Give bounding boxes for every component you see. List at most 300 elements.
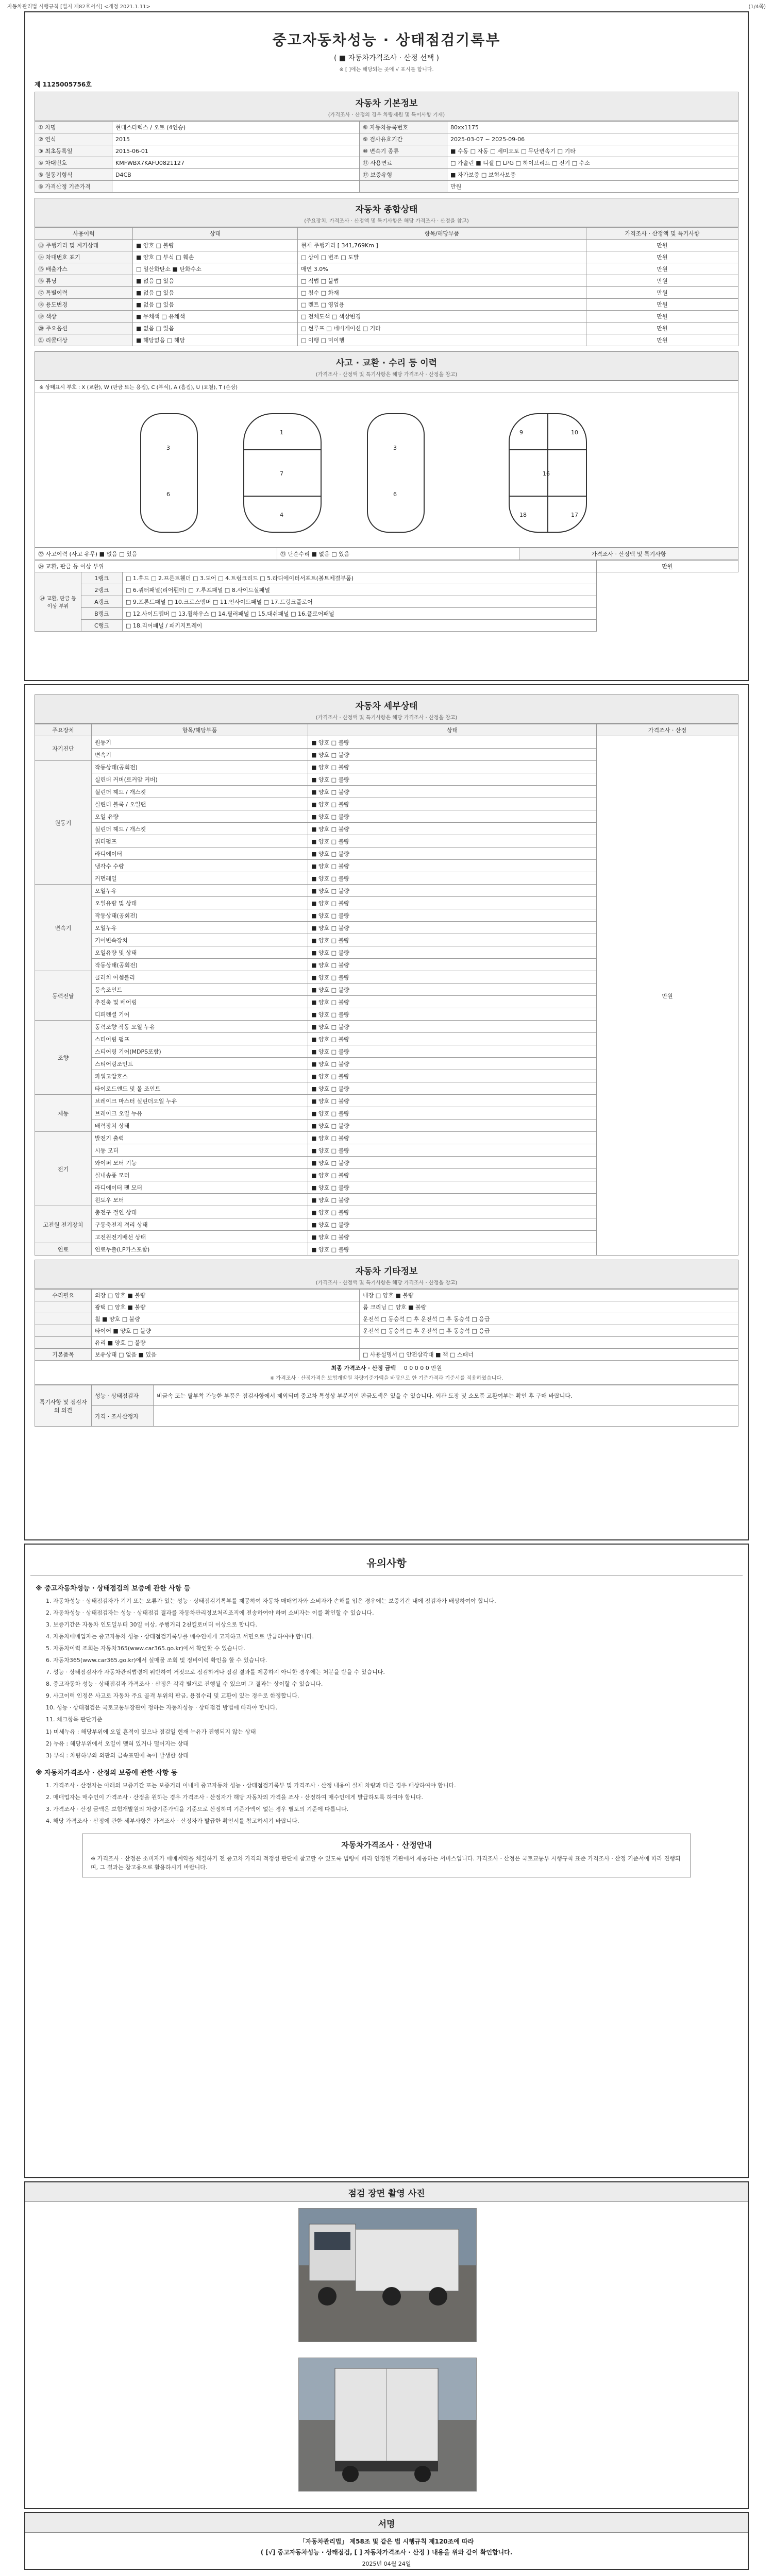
overall-item: ⑱ 용도변경 [35, 299, 133, 311]
detail-state: ■ 양호 □ 불량 [308, 909, 597, 922]
basic-info-value: KMFWBX7KAFU0821127 [112, 157, 360, 169]
detail-item: 라디에이터 팬 모터 [92, 1181, 308, 1194]
guidance-list-2 [30, 1781, 743, 1825]
basic-info-row [35, 145, 738, 157]
damage-parts-table [35, 560, 738, 632]
detail-state: ■ 양호 □ 불량 [308, 835, 597, 848]
svg-text:3: 3 [393, 445, 397, 451]
detail-item: 디퍼렌셜 기어 [92, 1008, 308, 1021]
guidance-item: 10. 성능 · 상태점검은 국토교통부장관이 정하는 자동차성능 · 상태점검 방법에 따라야 합니다. [46, 1704, 277, 1711]
basic-info-key: ④ 차대번호 [35, 157, 112, 169]
basic-info-value: ■ 자가보증 □ 보험사보증 [447, 169, 738, 181]
detail-item: 실린더 헤드 / 개스킷 [92, 786, 308, 798]
detail-state: ■ 양호 □ 불량 [308, 1218, 597, 1231]
guidance-item: 3. 보증기간은 자동차 인도일부터 30일 이상, 주행거리 2천킬로미터 이상으로 합니다. [46, 1621, 257, 1629]
overall-col-price: 가격조사 · 산정액 및 특기사항 [586, 228, 738, 240]
other-info-a: 보유상태 □ 없음 ■ 있음 [92, 1349, 360, 1361]
photo-section-header [25, 2182, 748, 2202]
overall-detail: □ 적법 □ 불법 [298, 275, 586, 287]
detail-state: ■ 양호 □ 불량 [308, 1206, 597, 1218]
svg-text:6: 6 [166, 491, 170, 498]
final-price-label: 최종 가격조사 · 산정 금액 [331, 1365, 396, 1371]
other-info-key [35, 1325, 92, 1337]
damage-rank-label: C랭크 [81, 620, 123, 632]
remarks-inspector-label: 성능 · 상태점검자 [92, 1385, 154, 1406]
overall-state: ■ 없음 □ 있음 [133, 299, 298, 311]
overall-status-row [35, 251, 738, 263]
detail-item: 작동상태(공회전) [92, 959, 308, 971]
guidance-item: 1) 미세누유 : 해당부위에 오일 흔적이 있으나 점검일 현재 누유가 진행되지 않는 상태 [46, 1728, 256, 1735]
detail-item: 고전원전기배선 상태 [92, 1231, 308, 1243]
overall-item: ⑬ 주행거리 및 계기상태 [35, 240, 133, 251]
detail-item: 등속조인트 [92, 984, 308, 996]
document-number: 제 1125005756호 [35, 81, 92, 88]
detail-device-group: 자기진단 [35, 736, 92, 761]
detail-item: 실린더 블록 / 오일팬 [92, 798, 308, 810]
other-info-a: 유리 ■ 양호 □ 불량 [92, 1337, 360, 1349]
overall-detail: 매연 3.0% [298, 263, 586, 275]
svg-text:10: 10 [571, 429, 578, 436]
overall-item: ㉑ 리콜대상 [35, 334, 133, 346]
other-info-key [35, 1337, 92, 1349]
detail-state: ■ 양호 □ 불량 [308, 1095, 597, 1107]
detail-state: ■ 양호 □ 불량 [308, 934, 597, 946]
other-info-row [35, 1325, 738, 1337]
detail-col-device: 주요장치 [35, 724, 92, 736]
other-info-row [35, 1290, 738, 1301]
final-price-note: ※ 가격조사 · 산정가격은 보험개발원 차량기준가액을 바탕으로 한 기준가격과 기준서를 적용하였습니다. [270, 1376, 503, 1381]
basic-info-value: D4CB [112, 169, 360, 181]
overall-price: 만원 [586, 334, 738, 346]
damage-rank-label: B랭크 [81, 608, 123, 620]
overall-item: ⑳ 주요옵션 [35, 323, 133, 334]
overall-state: ■ 양호 □ 부식 □ 훼손 [133, 251, 298, 263]
overall-detail: □ 전체도색 □ 색상변경 [298, 311, 586, 323]
photo-sheet [24, 2181, 749, 2509]
detail-device-group: 연료 [35, 1243, 92, 1256]
svg-text:17: 17 [571, 512, 578, 518]
overall-price: 만원 [586, 251, 738, 263]
detail-state: ■ 양호 □ 불량 [308, 971, 597, 984]
accident-history-note: (가격조사 · 산정액 및 특기사항은 해당 가격조사 · 산정을 참고) [315, 372, 458, 378]
svg-text:18: 18 [519, 512, 527, 518]
detail-state: ■ 양호 □ 불량 [308, 996, 597, 1008]
damage-rank-row [35, 596, 738, 608]
overall-item: ⑲ 색상 [35, 311, 133, 323]
detail-state: ■ 양호 □ 불량 [308, 1243, 597, 1256]
accident-history-header [35, 351, 738, 381]
detail-state: ■ 양호 □ 불량 [308, 736, 597, 749]
overall-price: 만원 [586, 263, 738, 275]
damage-rank-label: 2랭크 [81, 584, 123, 596]
other-info-row [35, 1349, 738, 1361]
detail-item: 동력조향 작동 오일 누유 [92, 1021, 308, 1033]
other-info-key [35, 1313, 92, 1325]
guidance-heading-1: ※ 중고자동차성능 · 상태점검의 보증에 관한 사항 등 [36, 1585, 191, 1592]
basic-info-value: ■ 수동 □ 자동 □ 세미오토 □ 무단변속기 □ 기타 [447, 145, 738, 157]
detail-status-title: 자동차 세부상태 [355, 701, 418, 711]
basic-info-value: 80xx1175 [447, 122, 738, 133]
detail-state: ■ 양호 □ 불량 [308, 823, 597, 835]
detail-item: 윈도우 모터 [92, 1194, 308, 1206]
detail-item: 워터펌프 [92, 835, 308, 848]
detail-state: ■ 양호 □ 불량 [308, 848, 597, 860]
overall-status-row [35, 287, 738, 299]
detail-item: 파워고압호스 [92, 1070, 308, 1082]
overall-col-item: 항목/해당부품 [298, 228, 586, 240]
basic-info-value: 2025-03-07 ~ 2025-09-06 [447, 133, 738, 145]
basic-info-value: 만원 [447, 181, 738, 193]
detail-col-price: 가격조사 · 산정 [597, 724, 738, 736]
other-info-a: 타이어 ■ 양호 □ 불량 [92, 1325, 360, 1337]
overall-item: ⑮ 배출가스 [35, 263, 133, 275]
accident-history-row: ㉒ 사고이력 (사고 유무) ■ 없음 □ 있음 [35, 548, 277, 560]
form-law-reference: 자동차관리법 시행규칙 [별지 제82호서식] <개정 2021.1.11> [7, 4, 150, 10]
detail-device-group: 고전원 전기장치 [35, 1206, 92, 1243]
guidance-item: 4. 해당 가격조사 · 산정에 관한 세부사항은 가격조사 · 산정자가 발급한 확인서를 참고하시기 바랍니다. [46, 1817, 299, 1824]
detail-item: 스티어링 펌프 [92, 1033, 308, 1045]
overall-status-row [35, 334, 738, 346]
document-subtitle: ( ■ 자동차가격조사 · 산정 선택 ) [333, 54, 440, 62]
overall-price: 만원 [586, 287, 738, 299]
detail-state: ■ 양호 □ 불량 [308, 860, 597, 872]
detail-item: 오일유량 및 상태 [92, 946, 308, 959]
overall-status-row [35, 263, 738, 275]
final-price-row [35, 1361, 738, 1385]
detail-item: 오일누유 [92, 885, 308, 897]
overall-state: ■ 무채색 □ 유채색 [133, 311, 298, 323]
remarks-inspector-text: 비금속 또는 탈부착 가능한 부품은 점검사항에서 제외되며 중고차 특성상 부분적인 판금도색은 있을 수 있습니다. 외관 도장 및 소모품 교환여부는 확인 후 구매 바랍니다. [154, 1385, 738, 1406]
document-note: ※ [ ]에는 해당되는 곳에 √ 표시를 합니다. [339, 67, 434, 73]
basic-info-note: (가격조사 · 산정의 경우 차량제원 및 특이사항 기재) [328, 112, 445, 118]
detail-state: ■ 양호 □ 불량 [308, 922, 597, 934]
guidance-item: 3. 가격조사 · 산정 금액은 보험개발원의 차량기준가액을 기준으로 산정하며 기준가액이 없는 경우 별도의 기준에 따릅니다. [46, 1805, 349, 1812]
overall-status-header [35, 198, 738, 227]
guidance-title: 유의사항 [30, 1550, 743, 1575]
simple-repair-row: ㉓ 단순수리 ■ 없음 □ 있음 [277, 548, 519, 560]
svg-text:1: 1 [280, 429, 283, 436]
detail-col-state: 상태 [308, 724, 597, 736]
overall-detail: □ 상이 □ 변조 □ 도말 [298, 251, 586, 263]
signature-law-line: 「자동차관리법」 제58조 및 같은 법 시행규칙 제120조에 따라 [299, 2538, 474, 2545]
overall-state: ■ 양호 □ 불량 [133, 240, 298, 251]
detail-state: ■ 양호 □ 불량 [308, 786, 597, 798]
basic-info-row [35, 157, 738, 169]
detail-status-header [35, 694, 738, 724]
detail-item: 오일누유 [92, 922, 308, 934]
overall-detail: 현재 주행거리 [ 341,769Km ] [298, 240, 586, 251]
detail-status-note: (가격조사 · 산정액 및 특기사항은 해당 가격조사 · 산정을 참고) [315, 715, 458, 721]
basic-info-key: ⑩ 변속기 종류 [360, 145, 447, 157]
damage-rank-row [35, 620, 738, 632]
detail-state: ■ 양호 □ 불량 [308, 1194, 597, 1206]
svg-text:4: 4 [280, 512, 283, 518]
detail-item: 브레이크 오일 누유 [92, 1107, 308, 1120]
overall-item: ⑭ 차대번호 표기 [35, 251, 133, 263]
detail-item: 커먼레일 [92, 872, 308, 885]
detail-state: ■ 양호 □ 불량 [308, 798, 597, 810]
detail-state: ■ 양호 □ 불량 [308, 1033, 597, 1045]
basic-info-value: □ 가솔린 ■ 디젤 □ LPG □ 하이브리드 □ 전기 □ 수소 [447, 157, 738, 169]
overall-status-row [35, 323, 738, 334]
detail-item: 기어변속장치 [92, 934, 308, 946]
overall-status-row [35, 240, 738, 251]
overall-status-row [35, 275, 738, 287]
damage-parts-side-label: ㉔ 교환, 판금 등 이상 부위 [35, 572, 81, 632]
detail-state: ■ 양호 □ 불량 [308, 761, 597, 773]
basic-info-key: ⑧ 자동차등록번호 [360, 122, 447, 133]
accident-summary-table [35, 548, 738, 560]
basic-info-table [35, 121, 738, 193]
overall-detail: □ 썬루프 □ 네비게이션 □ 기타 [298, 323, 586, 334]
detail-item: 원동기 [92, 736, 308, 749]
detail-device-group: 변속기 [35, 885, 92, 971]
detail-state: ■ 양호 □ 불량 [308, 1021, 597, 1033]
detail-device-group: 제동 [35, 1095, 92, 1132]
guidance-item: 1. 자동차성능 · 상태점검자가 기기 또는 오류가 있는 성능 · 상태점검기록부를 제공하여 자동차 매매업자와 소비자가 손해를 입은 경우에는 보증기간 내에 점검자가 배상하여야 합니다. [46, 1598, 496, 1604]
other-info-row [35, 1337, 738, 1349]
detail-status-table [35, 724, 738, 1256]
detail-state: ■ 양호 □ 불량 [308, 872, 597, 885]
damage-rank-parts: □ 12.사이드멤버 □ 13.휠하우스 □ 14.필러패널 □ 15.대쉬패널 □ 16.플로어패널 [123, 608, 597, 620]
other-info-note: (가격조사 · 산정액 및 특기사항은 해당 가격조사 · 산정을 참고) [315, 1280, 458, 1286]
other-info-row [35, 1313, 738, 1325]
svg-text:3: 3 [166, 445, 170, 451]
basic-info-key: ⑨ 검사유효기간 [360, 133, 447, 145]
other-info-a: 광택 □ 양호 ■ 불량 [92, 1301, 360, 1313]
basic-info-header [35, 92, 738, 121]
overall-state: □ 일산화탄소 ■ 탄화수소 [133, 263, 298, 275]
detail-item: 타이로드엔드 및 볼 조인트 [92, 1082, 308, 1095]
guidance-item: 5. 자동차이력 조회는 자동차365(www.car365.go.kr)에서 확인할 수 있습니다. [46, 1645, 245, 1652]
overall-price: 만원 [586, 240, 738, 251]
remarks-table [35, 1385, 738, 1427]
inspection-photo-front [298, 2208, 477, 2342]
overall-state: ■ 없음 □ 있음 [133, 287, 298, 299]
basic-info-row [35, 133, 738, 145]
detail-state: ■ 양호 □ 불량 [308, 1157, 597, 1169]
detail-state: ■ 양호 □ 불량 [308, 1070, 597, 1082]
inspection-sheet-page-1 [24, 11, 749, 681]
guidance-item: 11. 체크항목 판단기준 [46, 1716, 103, 1723]
basic-info-key [360, 181, 447, 193]
damage-symbol-legend: ※ 상태표시 부호 : X (교환), W (판금 또는 용접), C (부식), A (흠집), U (요철), T (손상) [35, 381, 738, 393]
overall-status-note: (주요장치, 가격조사 · 산정액 및 특기사항은 해당 가격조사 · 산정을 참고) [304, 218, 469, 224]
basic-info-key: ② 연식 [35, 133, 112, 145]
basic-info-key: ③ 최초등록일 [35, 145, 112, 157]
damage-rank-row [35, 584, 738, 596]
basic-info-key: ⑤ 원동기형식 [35, 169, 112, 181]
detail-state: ■ 양호 □ 불량 [308, 1132, 597, 1144]
detail-state: ■ 양호 □ 불량 [308, 1058, 597, 1070]
detail-item: 실린더 헤드 / 개스킷 [92, 823, 308, 835]
detail-state: ■ 양호 □ 불량 [308, 1181, 597, 1194]
guidance-item: 2) 누유 : 해당부위에서 오일이 맺혀 있거나 떨어지는 상태 [46, 1740, 189, 1747]
notice-text: ※ 가격조사 · 산정은 소비자가 매매계약을 체결하기 전 중고차 가격의 적정성 판단에 참고할 수 있도록 법령에 따라 인정된 기관에서 제공하는 서비스입니다. 가격조사 · 산정은 국토교통부 시행규칙 표준 가격조사 · 산정 기준서에 따라 진행되며, 그 결과는 참고용으로 활용하시기 바랍니다. [91, 1855, 681, 1871]
other-info-key: 수리필요 [35, 1290, 92, 1301]
other-info-b: 내장 □ 양호 ■ 불량 [360, 1290, 738, 1301]
other-info-b: 운전석 □ 동승석 □ 후 운전석 □ 후 동승석 □ 응급 [360, 1325, 738, 1337]
form-header-line [0, 0, 773, 11]
svg-text:6: 6 [393, 491, 397, 498]
detail-device-group: 조향 [35, 1021, 92, 1095]
overall-state: ■ 없음 □ 있음 [133, 323, 298, 334]
truck-photo-rear-view [299, 2358, 477, 2492]
detail-item: 구동축전지 격리 상태 [92, 1218, 308, 1231]
overall-state: ■ 해당없음 □ 해당 [133, 334, 298, 346]
overall-col-history: 사용이력 [35, 228, 133, 240]
document-title-block [35, 22, 738, 77]
remarks-label: 특기사항 및 점검자의 의견 [35, 1385, 92, 1427]
damage-rank-parts: □ 18.리어패널 / 패키지트레이 [123, 620, 597, 632]
other-info-b: □ 사용설명서 □ 안전삼각대 ■ 잭 □ 스패너 [360, 1349, 738, 1361]
detail-state: ■ 양호 □ 불량 [308, 1107, 597, 1120]
damage-rank-label: 1랭크 [81, 572, 123, 584]
guidance-heading-2: ※ 자동차가격조사 · 산정의 보증에 관한 사항 등 [36, 1769, 178, 1777]
document-title: 중고자동차성능 · 상태점검기록부 [272, 31, 501, 48]
price-appraisal-notice [82, 1834, 691, 1877]
guidance-item: 9. 사고이력 인정은 사고로 자동차 주요 골격 부위의 판금, 용접수리 및 교환이 있는 경우로 한정합니다. [46, 1692, 299, 1700]
overall-price: 만원 [586, 299, 738, 311]
guidance-item: 3) 부식 : 차량하부와 외판의 금속표면에 녹이 발생한 상태 [46, 1752, 189, 1759]
detail-item: 변속기 [92, 749, 308, 761]
detail-item: 실내송풍 모터 [92, 1169, 308, 1181]
detail-state: ■ 양호 □ 불량 [308, 946, 597, 959]
signature-confirm-line: ( [√] 중고자동차성능 · 상태점검, [ ] 자동차가격조사 · 산정 ) 내용을 위와 같이 확인합니다. [260, 2549, 513, 2556]
detail-item: 작동상태(공회전) [92, 761, 308, 773]
guidance-item: 8. 중고자동차 성능 · 상태점검과 가격조사 · 산정은 각각 별개로 진행될 수 있으며 그 결과는 상이할 수 있습니다. [46, 1681, 323, 1688]
detail-item: 충전구 절연 상태 [92, 1206, 308, 1218]
detail-item: 스티어링조인트 [92, 1058, 308, 1070]
signature-title: 서명 [378, 2519, 395, 2530]
detail-device-group: 원동기 [35, 761, 92, 885]
other-info-a: 외장 □ 양호 ■ 불량 [92, 1290, 360, 1301]
detail-item: 라디에이터 [92, 848, 308, 860]
guidance-item: 2. 매매업자는 매수인이 가격조사 · 산정을 원하는 경우 가격조사 · 산정자가 해당 자동차의 가격을 조사 · 산정하여 매수인에게 발급하도록 하여야 합니다. [46, 1793, 423, 1801]
detail-item: 배력장치 상태 [92, 1120, 308, 1132]
basic-info-row [35, 181, 738, 193]
remarks-appraiser-text [154, 1406, 738, 1427]
detail-item: 연료누출(LP가스포함) [92, 1243, 308, 1256]
inspection-sheet-page-2 [24, 684, 749, 1540]
damage-rank-row [35, 572, 738, 584]
basic-info-key: ⑫ 보증유형 [360, 169, 447, 181]
basic-info-value: 현대스타렉스 / 오토 (4인승) [112, 122, 360, 133]
detail-state: ■ 양호 □ 불량 [308, 1045, 597, 1058]
overall-detail: □ 이행 □ 미이행 [298, 334, 586, 346]
other-info-b: 룸 크리닝 □ 양호 ■ 불량 [360, 1301, 738, 1313]
page-indicator: (1/4쪽) [748, 4, 766, 10]
detail-item: 와이퍼 모터 기능 [92, 1157, 308, 1169]
guidance-item: 7. 성능 · 상태점검자가 자동차관리법령에 위반하여 거짓으로 점검하거나 점검 결과를 제공하지 아니한 경우에는 처분을 받을 수 있습니다. [46, 1669, 385, 1676]
accident-history-title: 사고 · 교환 · 수리 등 이력 [335, 358, 438, 368]
damage-parts-label: ㉔ 교환, 판금 등 이상 부위 [35, 561, 597, 572]
overall-status-table [35, 227, 738, 346]
signature-body [25, 2533, 748, 2568]
detail-item: 오일유량 및 상태 [92, 897, 308, 909]
overall-detail: □ 침수 □ 화재 [298, 287, 586, 299]
accident-price-label: 가격조사 · 산정액 및 특기사항 [519, 548, 738, 560]
car-outline-right-side [367, 414, 424, 532]
detail-price: 만원 [597, 736, 738, 1256]
car-outline-left-side [141, 414, 197, 532]
damage-rank-parts: □ 1.후드 □ 2.프론트휀더 □ 3.도어 □ 4.트렁크리드 □ 5.라디에이터서포트(볼트체결부품) [123, 572, 597, 584]
overall-price: 만원 [586, 323, 738, 334]
overall-state: ■ 없음 □ 있음 [133, 275, 298, 287]
final-price-value: 0 0 0 0 0 만원 [404, 1365, 442, 1371]
svg-text:16: 16 [543, 470, 550, 477]
overall-status-title: 자동차 종합상태 [355, 205, 418, 215]
svg-text:9: 9 [519, 429, 523, 436]
detail-item: 오일 유량 [92, 810, 308, 823]
detail-state: ■ 양호 □ 불량 [308, 773, 597, 786]
detail-state: ■ 양호 □ 불량 [308, 885, 597, 897]
other-info-title: 자동차 기타정보 [355, 1266, 418, 1277]
detail-state: ■ 양호 □ 불량 [308, 959, 597, 971]
detail-item: 작동상태(공회전) [92, 909, 308, 922]
basic-info-row [35, 122, 738, 133]
guidance-sheet [24, 1544, 749, 2178]
guidance-list-1 [30, 1597, 743, 1760]
detail-item: 발전기 출력 [92, 1132, 308, 1144]
other-info-b: 운전석 □ 동승석 □ 후 운전석 □ 후 동승석 □ 응급 [360, 1313, 738, 1325]
detail-state: ■ 양호 □ 불량 [308, 1231, 597, 1243]
overall-price: 만원 [586, 275, 738, 287]
detail-state: ■ 양호 □ 불량 [308, 1144, 597, 1157]
other-info-a: 휠 ■ 양호 □ 불량 [92, 1313, 360, 1325]
detail-state: ■ 양호 □ 불량 [308, 1008, 597, 1021]
basic-info-value: 2015-06-01 [112, 145, 360, 157]
basic-info-key: ⑪ 사용연료 [360, 157, 447, 169]
detail-item: 추진축 및 베어링 [92, 996, 308, 1008]
inspection-photo-rear [298, 2358, 477, 2492]
detail-state: ■ 양호 □ 불량 [308, 749, 597, 761]
vehicle-outline-drawings [35, 393, 739, 548]
other-info-table [35, 1289, 738, 1361]
other-info-key [35, 1301, 92, 1313]
basic-info-value [112, 181, 360, 193]
overall-status-row [35, 311, 738, 323]
detail-state: ■ 양호 □ 불량 [308, 1169, 597, 1181]
detail-state: ■ 양호 □ 불량 [308, 1120, 597, 1132]
photo-section-title: 점검 장면 촬영 사진 [348, 2189, 425, 2199]
overall-price: 만원 [586, 311, 738, 323]
basic-info-value: 2015 [112, 133, 360, 145]
basic-info-title: 자동차 기본정보 [355, 98, 418, 109]
basic-info-key: ① 차명 [35, 122, 112, 133]
basic-info-row [35, 169, 738, 181]
overall-col-state: 상태 [133, 228, 298, 240]
vehicle-damage-diagram [35, 393, 738, 548]
overall-detail: □ 렌트 □ 영업용 [298, 299, 586, 311]
other-info-row [35, 1301, 738, 1313]
detail-device-group: 동력전달 [35, 971, 92, 1021]
guidance-item: 4. 자동차매매업자는 중고자동차 성능 · 상태점검기록부를 매수인에게 고지하고 서면으로 발급하여야 합니다. [46, 1633, 314, 1640]
overall-item: ⑰ 특별이력 [35, 287, 133, 299]
truck-photo-front-view [299, 2209, 477, 2342]
guidance-item: 6. 자동차365(www.car365.go.kr)에서 실매물 조회 및 정비이력 확인을 할 수 있습니다. [46, 1657, 267, 1664]
detail-item: 냉각수 수량 [92, 860, 308, 872]
detail-item: 클러치 어셈블리 [92, 971, 308, 984]
guidance-item: 2. 자동차성능 · 상태점검자는 성능 · 상태점검 결과를 자동차관리정보처리조직에 전송하여야 하며 소비자는 이를 확인할 수 있습니다. [46, 1609, 374, 1617]
damage-parts-price: 만원 [597, 561, 738, 572]
detail-status-row [35, 736, 738, 749]
signature-header [25, 2513, 748, 2533]
remarks-appraiser-label: 가격 · 조사산정자 [92, 1406, 154, 1427]
other-info-header [35, 1260, 738, 1289]
signature-sheet [24, 2512, 749, 2570]
damage-rank-parts: □ 9.프론트패널 □ 10.크로스멤버 □ 11.인사이드패널 □ 17.트렁크플로어 [123, 596, 597, 608]
